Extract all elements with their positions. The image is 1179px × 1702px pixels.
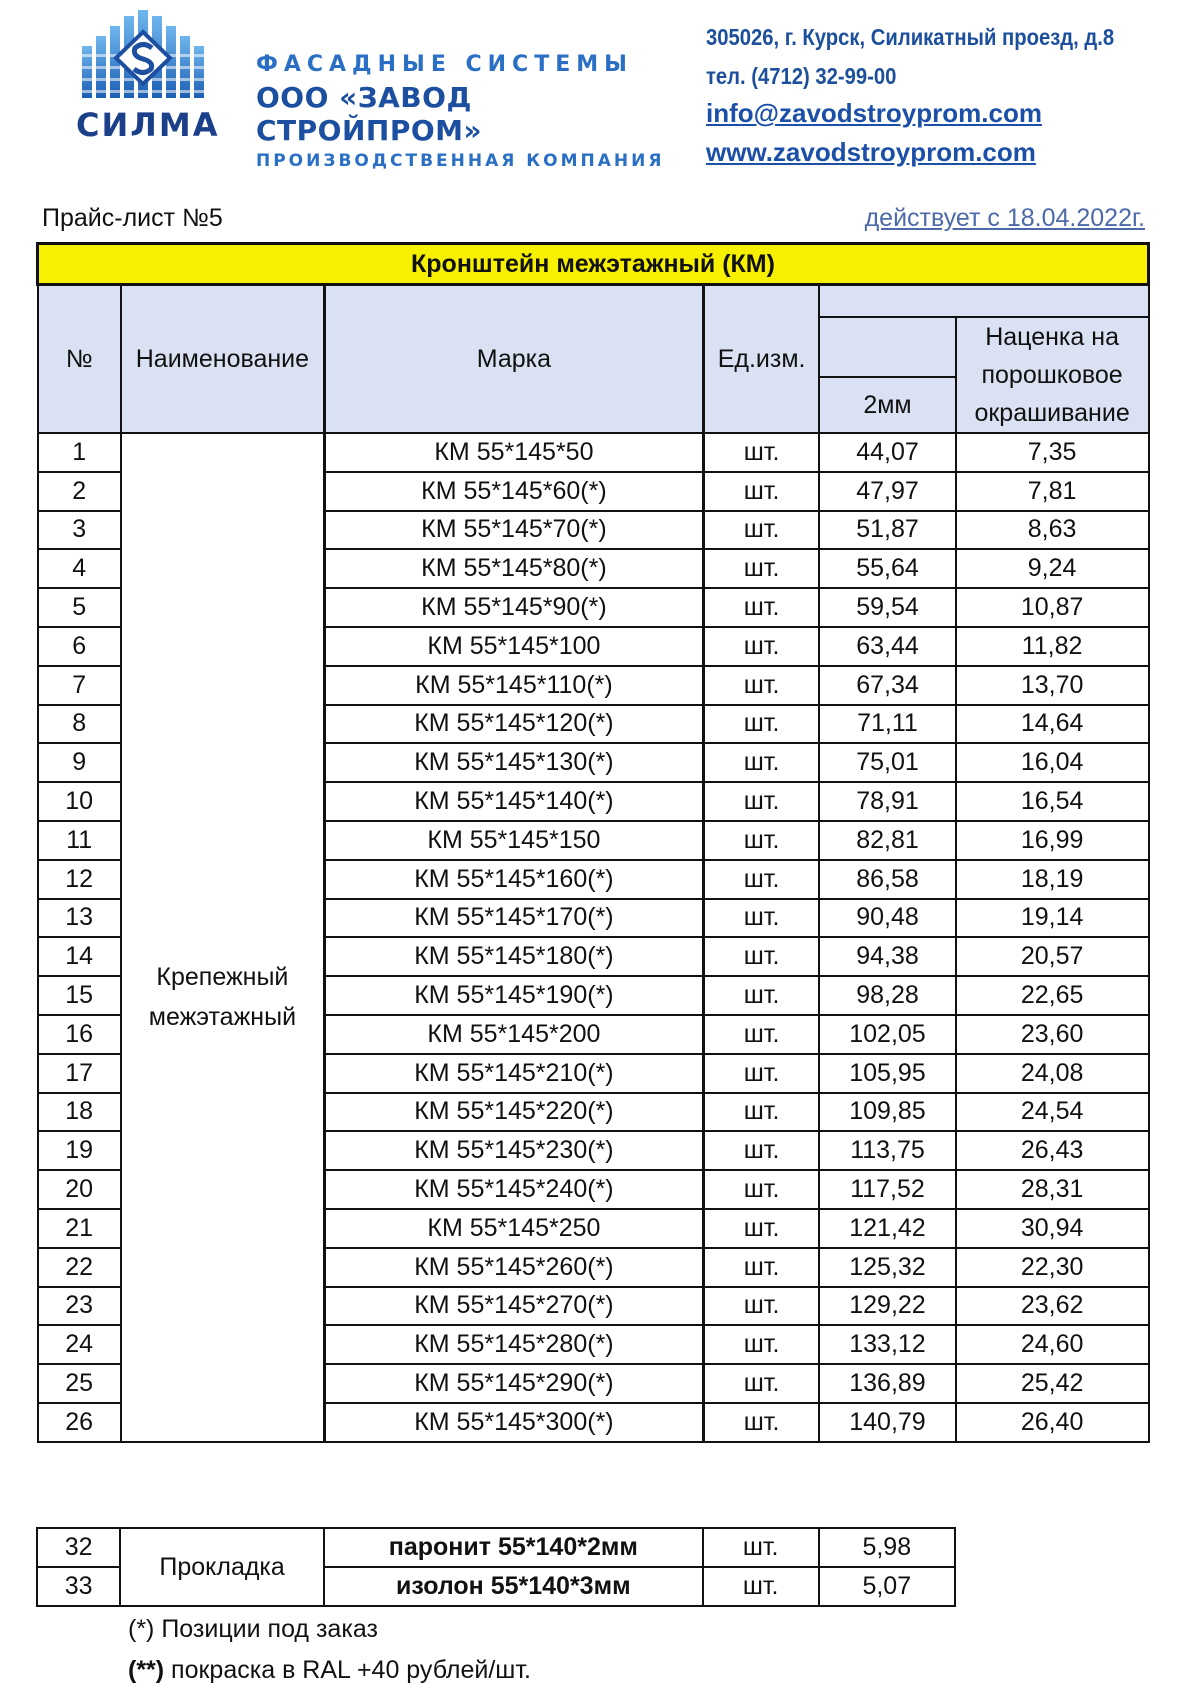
row-number: 32 [37, 1528, 120, 1567]
unit-cell: шт. [703, 1567, 819, 1606]
price-cell: 102,05 [819, 1015, 955, 1054]
markup-cell: 18,19 [956, 860, 1149, 899]
row-number: 21 [38, 1209, 121, 1248]
mark-cell: изолон 55*140*3мм [324, 1567, 703, 1606]
markup-cell: 26,43 [956, 1131, 1149, 1170]
unit-cell: шт. [703, 899, 819, 938]
price-cell: 51,87 [819, 511, 955, 550]
note-ral-marker: (**) [128, 1656, 165, 1684]
price-cell: 90,48 [819, 899, 955, 938]
row-number: 8 [38, 705, 121, 744]
price-cell: 133,12 [819, 1325, 955, 1364]
unit-cell: шт. [703, 1054, 819, 1093]
unit-cell: шт. [703, 1325, 819, 1364]
row-number: 17 [38, 1054, 121, 1093]
row-number: 7 [38, 666, 121, 705]
price-cell: 98,28 [819, 976, 955, 1015]
price-cell: 136,89 [819, 1364, 955, 1403]
valid-from-date: действует с 18.04.2022г. [864, 204, 1145, 232]
mark-cell: КМ 55*145*180(*) [324, 937, 703, 976]
gasket-table [36, 1527, 956, 1607]
mark-cell: КМ 55*145*240(*) [324, 1170, 703, 1209]
markup-cell: 22,30 [956, 1248, 1149, 1287]
mark-cell: КМ 55*145*120(*) [324, 705, 703, 744]
markup-cell: 9,24 [956, 549, 1149, 588]
row-number: 1 [38, 433, 121, 472]
mark-cell: КМ 55*145*170(*) [324, 899, 703, 938]
unit-cell: шт. [703, 1403, 819, 1442]
markup-cell: 22,65 [956, 976, 1149, 1015]
markup-cell: 8,63 [956, 511, 1149, 550]
markup-cell: 19,14 [956, 899, 1149, 938]
unit-cell: шт. [703, 588, 819, 627]
price-cell: 125,32 [819, 1248, 955, 1287]
mark-cell: КМ 55*145*80(*) [324, 549, 703, 588]
price-cell: 47,97 [819, 472, 955, 511]
unit-cell: шт. [703, 1131, 819, 1170]
price-cell: 78,91 [819, 782, 955, 821]
mark-cell: КМ 55*145*190(*) [324, 976, 703, 1015]
row-number: 24 [38, 1325, 121, 1364]
row-number: 18 [38, 1093, 121, 1132]
table-row [37, 1528, 955, 1567]
unit-cell: шт. [703, 743, 819, 782]
row-number: 5 [38, 588, 121, 627]
row-number: 12 [38, 860, 121, 899]
markup-cell: 24,54 [956, 1093, 1149, 1132]
company-name: ООО «ЗАВОД СТРОЙПРОМ» [256, 81, 483, 147]
row-number: 20 [38, 1170, 121, 1209]
gasket-name-cell: Прокладка [120, 1528, 324, 1606]
mark-cell: КМ 55*145*100 [324, 627, 703, 666]
group-name-line2: межэтажный [148, 1003, 297, 1032]
price-cell: 82,81 [819, 821, 955, 860]
markup-cell: 25,42 [956, 1364, 1149, 1403]
unit-cell: шт. [703, 705, 819, 744]
price-cell: 140,79 [819, 1403, 955, 1442]
mark-cell: КМ 55*145*50 [324, 433, 703, 472]
row-number: 11 [38, 821, 121, 860]
unit-cell: шт. [703, 433, 819, 472]
mark-cell: КМ 55*145*210(*) [324, 1054, 703, 1093]
mark-cell: КМ 55*145*150 [324, 821, 703, 860]
mark-cell: паронит 55*140*2мм [324, 1528, 703, 1567]
unit-cell: шт. [703, 472, 819, 511]
unit-cell: шт. [703, 821, 819, 860]
price-cell: 5,07 [819, 1567, 955, 1606]
markup-cell: 20,57 [956, 937, 1149, 976]
mark-cell: КМ 55*145*110(*) [324, 666, 703, 705]
row-number: 13 [38, 899, 121, 938]
markup-cell: 16,04 [956, 743, 1149, 782]
website-link[interactable]: www.zavodstroyprom.com [706, 137, 1036, 167]
markup-cell: 24,60 [956, 1325, 1149, 1364]
price-cell: 86,58 [819, 860, 955, 899]
price-cell: 71,11 [819, 705, 955, 744]
markup-cell: 28,31 [956, 1170, 1149, 1209]
price-table [36, 242, 1150, 1443]
markup-cell: 10,87 [956, 588, 1149, 627]
row-number: 16 [38, 1015, 121, 1054]
contacts-block [706, 24, 1170, 168]
unit-cell: шт. [703, 782, 819, 821]
row-number: 10 [38, 782, 121, 821]
unit-cell: шт. [703, 627, 819, 666]
price-cell: 105,95 [819, 1054, 955, 1093]
markup-cell: 16,99 [956, 821, 1149, 860]
mark-cell: КМ 55*145*230(*) [324, 1131, 703, 1170]
price-cell: 117,52 [819, 1170, 955, 1209]
mark-cell: КМ 55*145*70(*) [324, 511, 703, 550]
markup-cell: 26,40 [956, 1403, 1149, 1442]
note-order-items: (*) Позиции под заказ [128, 1615, 378, 1643]
mark-cell: КМ 55*145*300(*) [324, 1403, 703, 1442]
unit-cell: шт. [703, 1364, 819, 1403]
col-header-thickness: 2мм [819, 377, 955, 433]
company-name-block [256, 52, 686, 171]
company-tagline: ФАСАДНЫЕ СИСТЕМЫ [256, 52, 633, 77]
markup-cell: 23,60 [956, 1015, 1149, 1054]
unit-cell: шт. [703, 937, 819, 976]
row-number: 3 [38, 511, 121, 550]
col-header-name: Наименование [121, 285, 325, 434]
mark-cell: КМ 55*145*60(*) [324, 472, 703, 511]
mark-cell: КМ 55*145*90(*) [324, 588, 703, 627]
row-number: 19 [38, 1131, 121, 1170]
unit-cell: шт. [703, 1209, 819, 1248]
markup-cell: 7,81 [956, 472, 1149, 511]
col-header-mark: Марка [324, 285, 703, 434]
price-cell: 109,85 [819, 1093, 955, 1132]
group-name-line1: Крепежный [156, 963, 289, 992]
markup-cell: 7,35 [956, 433, 1149, 472]
unit-cell: шт. [703, 549, 819, 588]
markup-cell: 13,70 [956, 666, 1149, 705]
unit-cell: шт. [703, 511, 819, 550]
col-header-markup: Наценка на порошковое окрашивание [956, 317, 1149, 433]
price-cell: 55,64 [819, 549, 955, 588]
group-name-cell [121, 433, 325, 1442]
row-number: 4 [38, 549, 121, 588]
note-ral-text: покраска в RAL +40 рублей/шт. [164, 1656, 531, 1684]
markup-cell: 14,64 [956, 705, 1149, 744]
logo-wordmark: СИЛМА [76, 106, 220, 144]
mark-cell: КМ 55*145*290(*) [324, 1364, 703, 1403]
row-number: 2 [38, 472, 121, 511]
row-number: 9 [38, 743, 121, 782]
unit-cell: шт. [703, 666, 819, 705]
price-cell: 129,22 [819, 1287, 955, 1326]
markup-cell: 16,54 [956, 782, 1149, 821]
unit-cell: шт. [703, 1015, 819, 1054]
unit-cell: шт. [703, 1170, 819, 1209]
table-row [38, 433, 1149, 472]
unit-cell: шт. [703, 1248, 819, 1287]
unit-cell: шт. [703, 1287, 819, 1326]
row-number: 14 [38, 937, 121, 976]
row-number: 25 [38, 1364, 121, 1403]
price-cell: 63,44 [819, 627, 955, 666]
row-number: 15 [38, 976, 121, 1015]
row-number: 23 [38, 1287, 121, 1326]
col-header-no: № [38, 285, 121, 434]
price-cell: 44,07 [819, 433, 955, 472]
price-cell: 94,38 [819, 937, 955, 976]
col-header-group [819, 285, 1148, 318]
mark-cell: КМ 55*145*140(*) [324, 782, 703, 821]
col-header-thickness-spacer [819, 317, 955, 377]
markup-cell: 24,08 [956, 1054, 1149, 1093]
mark-cell: КМ 55*145*250 [324, 1209, 703, 1248]
mark-cell: КМ 55*145*280(*) [324, 1325, 703, 1364]
row-number: 33 [37, 1567, 120, 1606]
company-type: ПРОИЗВОДСТВЕННАЯ КОМПАНИЯ [256, 151, 665, 171]
price-cell: 59,54 [819, 588, 955, 627]
unit-cell: шт. [703, 860, 819, 899]
note-ral-paint [128, 1656, 531, 1685]
mark-cell: КМ 55*145*200 [324, 1015, 703, 1054]
unit-cell: шт. [703, 1093, 819, 1132]
email-link[interactable]: info@zavodstroyprom.com [706, 98, 1042, 128]
col-header-unit: Ед.изм. [703, 285, 819, 434]
markup-cell: 11,82 [956, 627, 1149, 666]
price-cell: 113,75 [819, 1131, 955, 1170]
mark-cell: КМ 55*145*160(*) [324, 860, 703, 899]
address-text: 305026, г. Курск, Силикатный проезд, д.8 [706, 24, 1115, 50]
row-number: 6 [38, 627, 121, 666]
row-number: 22 [38, 1248, 121, 1287]
phone-text: тел. (4712) 32-99-00 [706, 63, 897, 89]
unit-cell: шт. [703, 1528, 819, 1567]
mark-cell: КМ 55*145*130(*) [324, 743, 703, 782]
pricelist-number: Прайс-лист №5 [42, 204, 223, 232]
price-cell: 121,42 [819, 1209, 955, 1248]
table-title: Кронштейн межэтажный (КМ) [38, 244, 1149, 285]
row-number: 26 [38, 1403, 121, 1442]
mark-cell: КМ 55*145*270(*) [324, 1287, 703, 1326]
mark-cell: КМ 55*145*220(*) [324, 1093, 703, 1132]
price-cell: 67,34 [819, 666, 955, 705]
markup-cell: 30,94 [956, 1209, 1149, 1248]
price-cell: 75,01 [819, 743, 955, 782]
markup-cell: 23,62 [956, 1287, 1149, 1326]
unit-cell: шт. [703, 976, 819, 1015]
price-cell: 5,98 [819, 1528, 955, 1567]
mark-cell: КМ 55*145*260(*) [324, 1248, 703, 1287]
